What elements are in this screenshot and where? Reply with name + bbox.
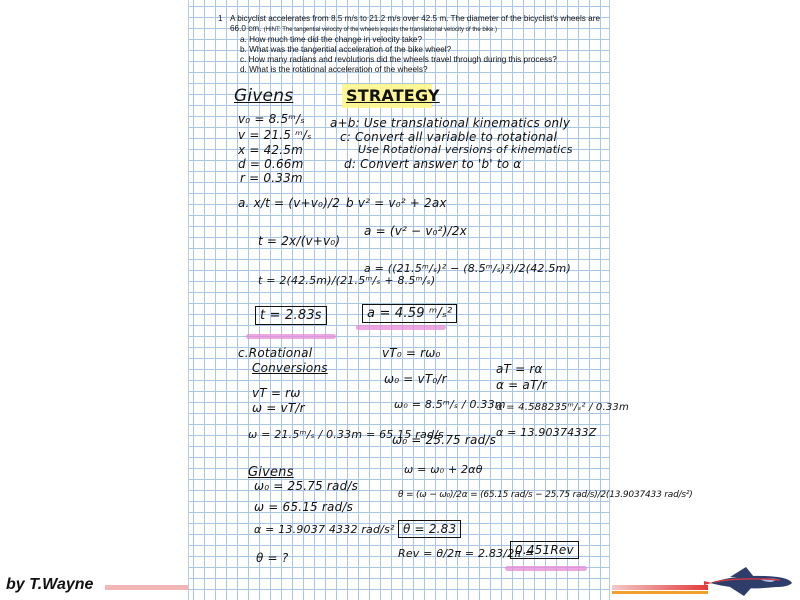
givens2-l2: ω = 65.15 rad/s <box>254 500 354 514</box>
rotational-subtitle: Conversions <box>252 361 328 375</box>
rotational-l1: vT = rω <box>252 386 301 400</box>
rotational-title: c.Rotational <box>238 346 313 360</box>
rotational-mid2: ω₀ = vT₀/r <box>384 372 447 386</box>
footer-stripe-right-orange <box>612 591 708 594</box>
rotational-r3: α = 4.588235ᵐ/ₛ² / 0.33m <box>496 402 629 413</box>
rotational-l2: ω = vT/r <box>252 401 305 415</box>
part-a-answer-highlight <box>246 334 336 339</box>
given-v: v = 21.5 ᵐ/ₛ <box>238 128 312 142</box>
theta-answer: θ = 2.83 <box>398 520 461 538</box>
part-b-eq2: a = (v² − v₀²)/2x <box>364 224 467 238</box>
problem-part-d: d. What is the rotational acceleration of the wheels? <box>240 65 428 74</box>
author-credit: by T.Wayne <box>6 576 94 593</box>
problem-parts <box>240 35 600 75</box>
strategy-line-2: c: Convert all variable to rotational <box>340 130 558 144</box>
rev-answer-highlight <box>505 566 587 571</box>
footer-stripe-left <box>105 585 188 590</box>
part-a-eq1: a. x/t = (v+v₀)/2 <box>238 196 341 210</box>
given-x: x = 42.5m <box>238 143 303 157</box>
part-b-answer-highlight <box>356 325 446 330</box>
part-a-eq2: t = 2x/(v+v₀) <box>258 234 341 248</box>
given-r: r = 0.33m <box>240 171 303 185</box>
part-a-answer: t = 2.83s <box>255 306 327 325</box>
given-d: d = 0.66m <box>238 157 304 171</box>
rotational-mid3: ω₀ = 8.5ᵐ/ₛ / 0.33m <box>394 398 506 411</box>
given-v0: v₀ = 8.5ᵐ/ₛ <box>238 112 305 126</box>
problem-hint: (HINT: The tangential velocity of the wheels equals the translational velocity of the bike.) <box>263 27 498 33</box>
rotational-l3: ω = 21.5ᵐ/ₛ / 0.33m = 65.15 rad/s <box>248 428 444 441</box>
rev-answer: 0.451Rev <box>510 541 579 559</box>
problem-text <box>230 14 600 35</box>
theta-l1: θ = (ω − ω₀)/2α = (65.15 rad/s − 25.75 rad/s)/2(13.9037433 rad/s²) <box>398 490 693 500</box>
strategy-line-3: Use Rotational versions of kinematics <box>358 143 573 156</box>
strategy-line-1: a+b: Use translational kinematics only <box>330 116 571 130</box>
rotational-r4: α = 13.9037433Z <box>496 426 597 439</box>
problem-part-c: c. How many radians and revolutions did the wheels travel through during this process? <box>240 55 557 64</box>
footer-stripe-right <box>612 585 708 590</box>
strategy-title: STRATEGY <box>346 86 440 105</box>
strategy-line-4: d: Convert answer to 'b' to α <box>344 157 522 171</box>
rotational-r1: aT = rα <box>496 362 543 376</box>
givens2-l3: α = 13.9037 4332 rad/s² <box>254 523 395 536</box>
part-b-eq1: b v² = v₀² + 2ax <box>346 196 447 210</box>
problem-number: 1 <box>218 14 223 23</box>
givens-title: Givens <box>234 86 294 106</box>
problem-part-b: b. What was the tangential acceleration of the bike wheel? <box>240 45 452 54</box>
rev-eq: Rev = θ/2π = 2.83/2π = <box>398 547 535 560</box>
part-a-eq3: t = 2(42.5m)/(21.5ᵐ/ₛ + 8.5ᵐ/ₛ) <box>258 274 436 287</box>
givens2-l1: ω₀ = 25.75 rad/s <box>254 479 359 493</box>
rotational-mid1: vT₀ = rω₀ <box>382 346 441 360</box>
theta-eq: ω = ω₀ + 2αθ <box>404 463 483 476</box>
rocket-logo-icon <box>700 565 795 598</box>
part-b-eq3: a = ((21.5ᵐ/ₛ)² − (8.5ᵐ/ₛ)²)/2(42.5m) <box>364 262 571 275</box>
givens2-title: Givens <box>248 465 294 480</box>
problem-body: A bicyclist accelerates from 8.5 m/s to 21.2 m/s over 42.5 m. The diameter of the bicyclist's wheels are 66.0 cm. <box>230 14 600 33</box>
rotational-mid4: ω₀ = 25.75 rad/s <box>392 433 497 447</box>
part-b-answer: a = 4.59 ᵐ/ₛ² <box>362 304 457 323</box>
rotational-r2: α = aT/r <box>496 378 547 392</box>
givens2-l4: θ = ? <box>256 551 289 565</box>
problem-part-a: a. How much time did the change in velocity take? <box>240 35 423 44</box>
